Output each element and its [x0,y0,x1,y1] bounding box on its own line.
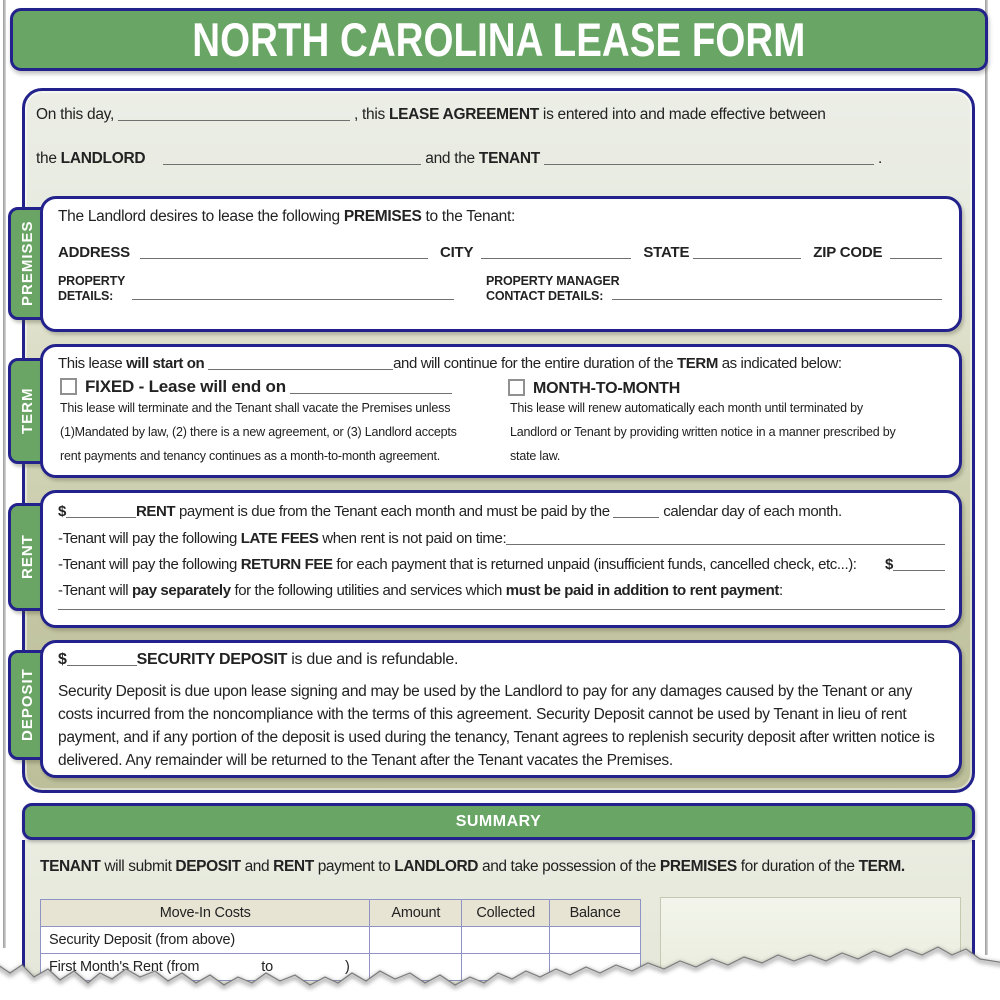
deposit-tab-label: DEPOSIT [19,668,36,742]
col-amount: Amount [370,900,462,927]
first-month-rent-text: First Month's Rent (from [49,959,200,975]
fixed-checkbox[interactable] [60,378,77,395]
intro-text: the [36,150,57,167]
city-label: CITY [439,244,474,261]
rent-text: when rent is not paid on time: [322,530,507,547]
col-collected: Collected [462,900,550,927]
intro-text: is entered into and made effective between [542,106,826,123]
deposit-paragraph: Security Deposit is due upon lease signing and may be used by the Landlord to pay for any damages caused by the Tenant or any costs incurred from the noncompliance with the terms of this agreement. Security Deposit cannot be used by Tenant in lieu of rent payment, and if any portion of the deposit is used during the tenancy, Tenant agrees to replenish security deposit after written notice is delivered. Any remainder will be returned to the Tenant after the Tenant vacates the Premises. [58,683,935,769]
city-blank[interactable] [481,245,631,259]
premises-heading-text: to the Tenant: [425,208,515,225]
summary-bold: TENANT [40,858,101,875]
premises-bold: PREMISES [343,208,422,225]
property-details-line2: DETAILS: [58,289,114,303]
premises-heading-text: The Landlord desires to lease the following [58,208,340,225]
mtm-description-3: state law. [510,449,561,463]
summary-text: and take possession of the [481,858,656,875]
summary-banner [22,803,975,840]
return-fee-blank[interactable] [893,557,945,571]
rent-late-fee-line [58,530,945,547]
term-bold: TERM [677,355,718,372]
date-blank[interactable] [118,107,350,121]
summary-bold: TERM. [858,858,905,875]
summary-bold: RENT [273,858,314,875]
property-details-label [58,274,125,304]
premises-address-row [58,244,945,261]
rent-amount-blank[interactable] [66,504,136,518]
summary-text: payment to [317,858,391,875]
rent-tab-label: RENT [19,534,36,580]
state-label: STATE [643,244,690,261]
zip-code-label: ZIP CODE [813,244,883,261]
property-details-blank[interactable] [132,286,454,300]
term-line [58,355,842,372]
dollar-sign: $ [885,556,893,573]
intro-text: On this day, [36,106,114,123]
premises-heading [58,208,515,226]
form-title-banner [10,8,988,71]
summary-text: for duration of the [740,858,855,875]
mtm-description-2: Landlord or Tenant by providing written notice in a manner prescribed by [510,425,896,439]
summary-bold: DEPOSIT [175,858,241,875]
tenant-name-blank[interactable] [544,151,874,165]
intro-line-1 [36,106,826,124]
lease-agreement-label: LEASE AGREEMENT [388,106,539,123]
term-text: This lease [58,355,123,372]
summary-sentence [40,858,905,876]
summary-text: will submit [104,858,172,875]
tenant-label: TENANT [478,150,540,167]
intro-line-2 [36,150,882,168]
late-fees-blank[interactable] [506,531,945,545]
zip-blank[interactable] [890,245,942,259]
landlord-name-blank[interactable] [163,151,421,165]
property-manager-line1: PROPERTY MANAGER [486,274,620,288]
will-start-on-label: will start on [126,355,205,372]
fixed-end-date-blank[interactable] [290,380,452,394]
dollar-sign: $ [58,651,67,668]
premises-tab-label: PREMISES [19,220,36,307]
intro-text: and the [425,150,475,167]
property-details-line1: PROPERTY [58,274,126,288]
rent-text: for each payment that is returned unpaid (insufficient funds, cancelled check, etc...): [336,556,857,573]
state-blank[interactable] [693,245,801,259]
summary-text: and [244,858,270,875]
utilities-blank[interactable] [58,596,945,610]
property-manager-line2: CONTACT DETAILS: [486,289,604,303]
fixed-description-1: This lease will terminate and the Tenant shall vacate the Premises unless [60,401,451,415]
security-deposit-row-label: Security Deposit (from above) [41,927,370,954]
rent-text: for the following utilities and services which [234,582,503,599]
term-tab-label: TERM [19,387,36,435]
month-to-month-checkbox[interactable] [508,379,525,396]
deposit-line-1 [58,651,458,669]
fixed-option-row [60,377,452,397]
torn-paper-edge [0,933,1000,1000]
fixed-option-label: FIXED - Lease will end on [85,377,286,396]
page-left-edge [3,0,6,948]
deposit-text: is due and is refundable. [291,651,459,668]
intro-text: . [878,150,883,167]
mtm-description-1: This lease will renew automatically each month until terminated by [510,401,863,415]
rent-text: -Tenant will pay the following [58,530,237,547]
summary-bold: PREMISES [659,858,737,875]
summary-bold: LANDLORD [394,858,479,875]
property-manager-label [486,274,619,304]
rent-line-1 [58,503,842,520]
landlord-label: LANDLORD [60,150,146,167]
return-fee-label: RETURN FEE [240,556,333,573]
page-right-edge [985,0,988,955]
deposit-amount-blank[interactable] [67,652,137,666]
intro-text: , this [354,106,385,123]
security-deposit-label: SECURITY DEPOSIT [136,651,288,668]
start-date-blank[interactable] [208,356,393,370]
page-title: NORTH CAROLINA LEASE FORM [192,13,806,66]
summary-title: SUMMARY [455,812,542,830]
rent-text: : [778,582,783,599]
rent-text: calendar day of each month. [663,503,842,520]
rent-text: -Tenant will [58,582,129,599]
fixed-description-3: rent payments and tenancy continues as a month-to-month agreement. [60,449,441,463]
rent-paren-text: ) [344,959,350,975]
due-day-blank[interactable] [613,504,659,518]
term-text: and will continue for the entire duration of the [393,355,674,372]
pay-separately-label: pay separately [132,582,231,599]
property-manager-blank[interactable] [612,286,942,300]
rent-text: -Tenant will pay the following [58,556,237,573]
table-header-row [41,900,641,927]
term-text: as indicated below: [721,355,842,372]
rent-bold: RENT [135,503,176,520]
address-blank[interactable] [140,245,428,259]
addition-to-rent-label: must be paid in addition to rent payment [505,582,779,599]
col-move-in-costs: Move-In Costs [41,900,370,927]
month-to-month-option-row [508,379,680,398]
dollar-sign: $ [58,503,66,520]
col-balance: Balance [550,900,641,927]
month-to-month-label: MONTH-TO-MONTH [533,380,681,397]
fixed-description-2: (1)Mandated by law, (2) there is a new agreement, or (3) Landlord accepts [60,425,457,439]
rent-return-fee-line [58,556,945,573]
rent-text: payment is due from the Tenant each month and must be paid by the [178,503,610,520]
rent-to-text: to [261,959,273,975]
late-fees-label: LATE FEES [240,530,319,547]
address-label: ADDRESS [58,244,130,261]
